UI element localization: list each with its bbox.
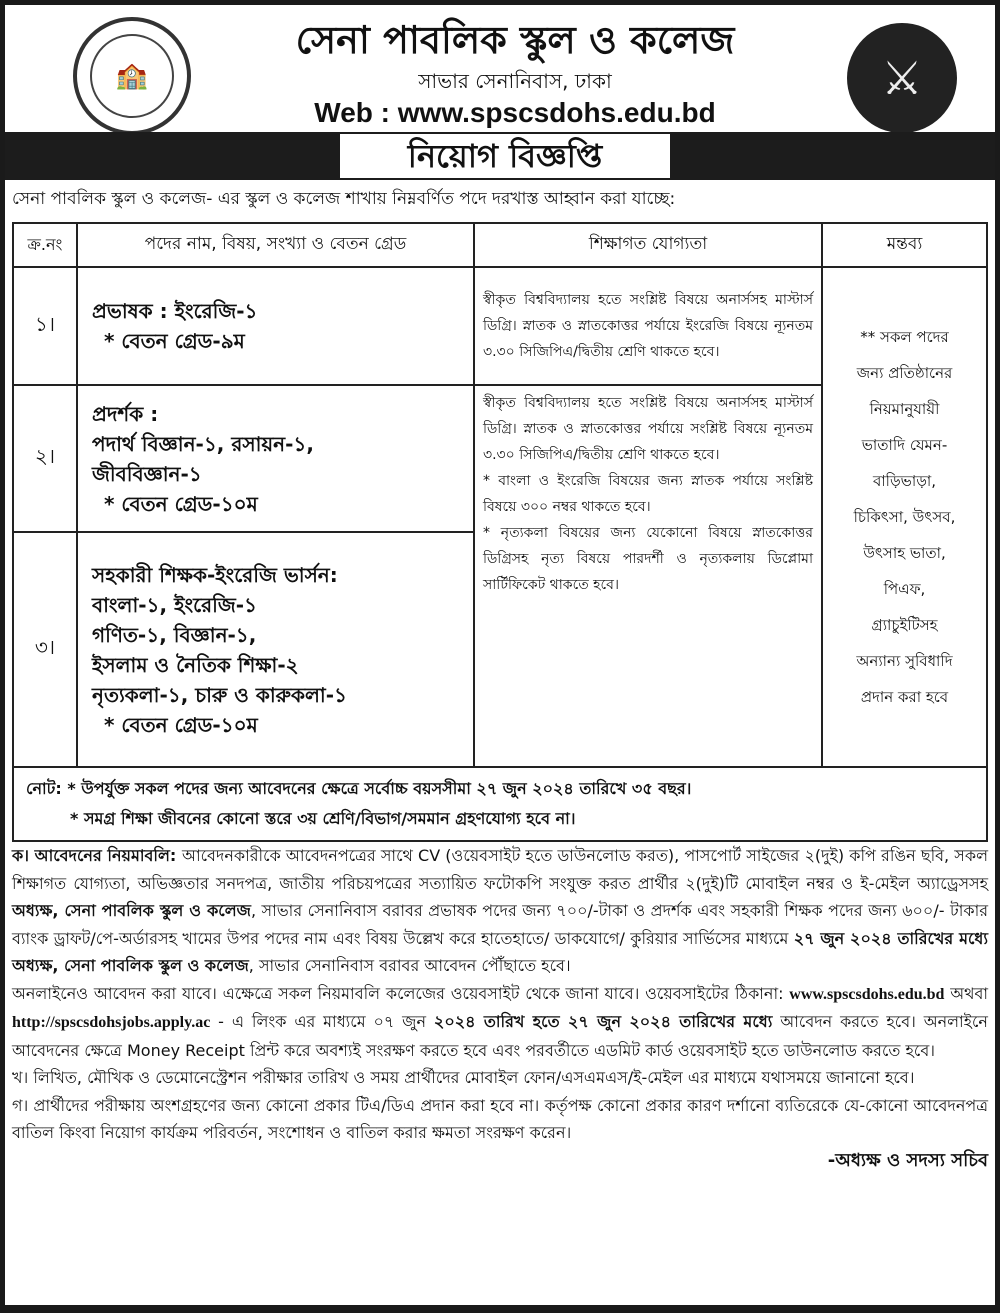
school-name: সেনা পাবলিক স্কুল ও কলেজ [295, 18, 735, 62]
notice-title: নিয়োগ বিজ্ঞপ্তি [340, 134, 670, 178]
post-line: নৃত্যকলা-১, চারু ও কারুকলা-১ [92, 682, 347, 707]
remarks-cell [822, 267, 987, 767]
qualification-text: * বাংলা ও ইংরেজি বিষয়ের জন্য স্নাতক পর্যায়ে সংশ্লিষ্ট বিষয়ে ৩০০ নম্বর থাকতে হবে। [483, 473, 813, 515]
date-range-text: ২০২৪ তারিখ হতে ২৭ জুন ২০২৪ তারিখের মধ্যে [433, 1012, 773, 1031]
rule-text: , সাভার সেনানিবাস বরাবর আবেদন পৌঁছাতে হবে। [248, 956, 571, 975]
rule-text: আবেদন করতে হবে। অনলাইনে আবেদনের ক্ষেত্রে Money Receipt প্রিন্ট করে অবশ্যই সংরক্ষণ করতে হবে এবং পরবর্তীতে এডমিট কার্ড ওয়েবসাইট হতে ডাউনলোড করতে হবে। [12, 1012, 988, 1060]
rule-text: অথবা [944, 983, 988, 1003]
post-line: বাংলা-১, ইংরেজি-১ [92, 592, 258, 617]
remark-line: নিয়মানুযায়ী [869, 400, 940, 418]
rule-label: ক। আবেদনের নিয়মাবলি: [12, 846, 182, 865]
rule-ka [12, 842, 988, 980]
note-line: * সমগ্র শিক্ষা জীবনের কোনো স্তরে ৩য় শ্রেণি/বিভাগ/সমমান গ্রহণযোগ্য হবে না। [70, 809, 576, 828]
remark-line: জন্য প্রতিষ্ঠানের [856, 364, 953, 382]
remark-line: গ্র্যাচুইটিসহ [871, 616, 938, 634]
title-band [5, 132, 995, 180]
post-cell [77, 267, 474, 385]
rule-text: , সাভার সেনানিবাস বরাবর প্রভাষক পদের জন্য ৭০০/-টাকা ও প্রদর্শক এবং সহকারী শিক্ষক পদের জন্য ৬০০/- টাকার ব্যাংক ড্রাফট/পে-অর্ডারসহ খামের উপর পদের নাম এবং বিষয় উল্লেখ করে হাতেহাতে/ ডাকযোগে/ কুরিয়ার সার্ভিসের মাধ্যমে [12, 901, 989, 948]
qualification-cell [474, 385, 822, 767]
table-row [13, 267, 987, 385]
rule-text: - এ লিংক এর মাধ্যমে ০৭ জুন [210, 1012, 434, 1031]
post-line: প্রভাষক : ইংরেজি-১ [92, 299, 258, 323]
header-post: পদের নাম, বিষয়, সংখ্যা ও বেতন গ্রেড [77, 223, 474, 267]
header [5, 5, 995, 130]
rule-text-bold: অধ্যক্ষ, সেনা পাবলিক স্কুল ও কলেজ [12, 901, 251, 920]
intro-text: সেনা পাবলিক স্কুল ও কলেজ- এর স্কুল ও কলেজ শাখায় নিম্নবর্ণিত পদে দরখাস্ত আহ্বান করা যাচ্ছে: [12, 189, 676, 209]
rule-text: আবেদনকারীকে আবেদনপত্রের সাথে CV (ওয়েবসাইট হতে ডাউনলোড করত), পাসপোর্ট সাইজের ২(দুই) কপি রঙিন ছবি, সকল শিক্ষাগত যোগ্যতা, অভিজ্ঞতার সনদপত্র, জাতীয় পরিচয়পত্রের সত্যায়িত ফটোকপি সংযুক্ত করত প্রার্থীর ২(দুই)টি মোবাইল নম্বর ও ই-মেইল অ্যাড্রেসসহ [12, 846, 988, 893]
school-seal-icon: 🏫 [73, 17, 191, 135]
serial: ২। [13, 385, 77, 532]
remark-line: ভাতাদি যেমন- [861, 436, 948, 454]
header-remarks: মন্তব্য [822, 223, 987, 267]
serial: ৩। [13, 532, 77, 767]
school-address: সাভার সেনানিবাস, ঢাকা [418, 69, 612, 93]
note-cell [13, 767, 987, 841]
army-crossed-swords-emblem-icon: ⚔ [847, 23, 957, 133]
application-rules [12, 842, 988, 1174]
post-cell [77, 532, 474, 767]
post-line: * বেতন গ্রেড-১০ম [104, 712, 258, 737]
posts-table [12, 222, 988, 842]
qualification-text: স্বীকৃত বিশ্ববিদ্যালয় হতে সংশ্লিষ্ট বিষয়ে অনার্সসহ মাস্টার্স ডিগ্রি। স্নাতক ও স্নাতকোত্তর পর্যায়ে সংশ্লিষ্ট বিষয়ে ন্যূনতম ৩.৩০ সিজিপিএ/দ্বিতীয় শ্রেণি থাকতে হবে। [483, 395, 813, 463]
header-serial: ক্র.নং [13, 223, 77, 267]
note-row [13, 767, 987, 841]
post-line: জীববিজ্ঞান-১ [92, 461, 202, 486]
qualification-cell: স্বীকৃত বিশ্ববিদ্যালয় হতে সংশ্লিষ্ট বিষয়ে অনার্সসহ মাস্টার্স ডিগ্রি। স্নাতক ও স্নাতকোত্তর পর্যায়ে ইংরেজি বিষয়ে ন্যূনতম ৩.৩০ সিজিপিএ/দ্বিতীয় শ্রেণি থাকতে হবে। [474, 267, 822, 385]
post-line: ইসলাম ও নৈতিক শিক্ষা-২ [92, 652, 299, 677]
post-line: গণিত-১, বিজ্ঞান-১, [92, 622, 257, 647]
post-cell [77, 385, 474, 532]
post-line: পদার্থ বিজ্ঞান-১, রসায়ন-১, [92, 431, 314, 456]
post-line: সহকারী শিক্ষক-ইংরেজি ভার্সন: [92, 562, 338, 587]
remark-line: ** সকল পদের [860, 328, 949, 346]
remark-line: বাড়িভাড়া, [872, 472, 937, 490]
signature: -অধ্যক্ষ ও সদস্য সচিব [827, 1149, 988, 1171]
remark-line: উৎসাহ ভাতা, [863, 544, 946, 562]
rule-ga: গ। প্রার্থীদের পরীক্ষায় অংশগ্রহণের জন্য কোনো প্রকার টিএ/ডিএ প্রদান করা হবে না। কর্তৃপক্ষ কোনো প্রকার কারণ দর্শানো ব্যতিরেকে যে-কোনো আবেদনপত্র বাতিল কিংবা নিয়োগ কার্যক্রম পরিবর্তন, সংশোধন ও বাতিল করার ক্ষমতা সংরক্ষণ করেন। [12, 1095, 988, 1142]
header-qualification: শিক্ষাগত যোগ্যতা [474, 223, 822, 267]
post-line: * বেতন গ্রেড-১০ম [104, 491, 258, 516]
remark-line: চিকিৎসা, উৎসব, [853, 508, 956, 526]
remark-line: পিএফ, [883, 580, 926, 598]
rule-kha: খ। লিখিত, মৌখিক ও ডেমোনেস্ট্রেশন পরীক্ষার তারিখ ও সময় প্রার্থীদের মোবাইল ফোন/এসএমএস/ই-মেইল এর মাধ্যমে যথাসময়ে জানানো হবে। [12, 1068, 915, 1087]
post-line: * বেতন গ্রেড-৯ম [104, 329, 245, 353]
website: Web : www.spscsdohs.edu.bd [314, 97, 716, 128]
remark-line: অন্যান্য সুবিধাদি [856, 652, 953, 670]
online-application [12, 980, 988, 1065]
serial: ১। [13, 267, 77, 385]
deadline-text: ২৭ জুন ২০২৪ তারিখের মধ্যে অধ্যক্ষ, সেনা পাবলিক স্কুল ও কলেজ [12, 928, 988, 975]
note-line: নোট: * উপর্যুক্ত সকল পদের জন্য আবেদনের ক্ষেত্রে সর্বোচ্চ বয়সসীমা ২৭ জুন ২০২৪ তারিখে ৩৫ বছর। [26, 779, 692, 798]
rule-text: অনলাইনেও আবেদন করা যাবে। এক্ষেত্রে সকল নিয়মাবলি কলেজের ওয়েবসাইট থেকে জানা যাবে। ওয়েবসাইটের ঠিকানা: [12, 983, 790, 1003]
remark-line: প্রদান করা হবে [860, 688, 949, 706]
apply-link[interactable]: http://spscsdohsjobs.apply.ac [12, 1014, 211, 1031]
qualification-text: * নৃত্যকলা বিষয়ের জন্য যেকোনো বিষয়ে স্নাতকোত্তর ডিগ্রিসহ নৃত্য বিষয়ে পারদর্শী ও নৃত্যকলায় ডিপ্লোমা সার্টিফিকেট থাকতে হবে। [483, 525, 813, 593]
post-line: প্রদর্শক : [92, 401, 159, 426]
website-link[interactable]: www.spscsdohs.edu.bd [789, 985, 945, 1003]
table-header-row [13, 223, 987, 267]
